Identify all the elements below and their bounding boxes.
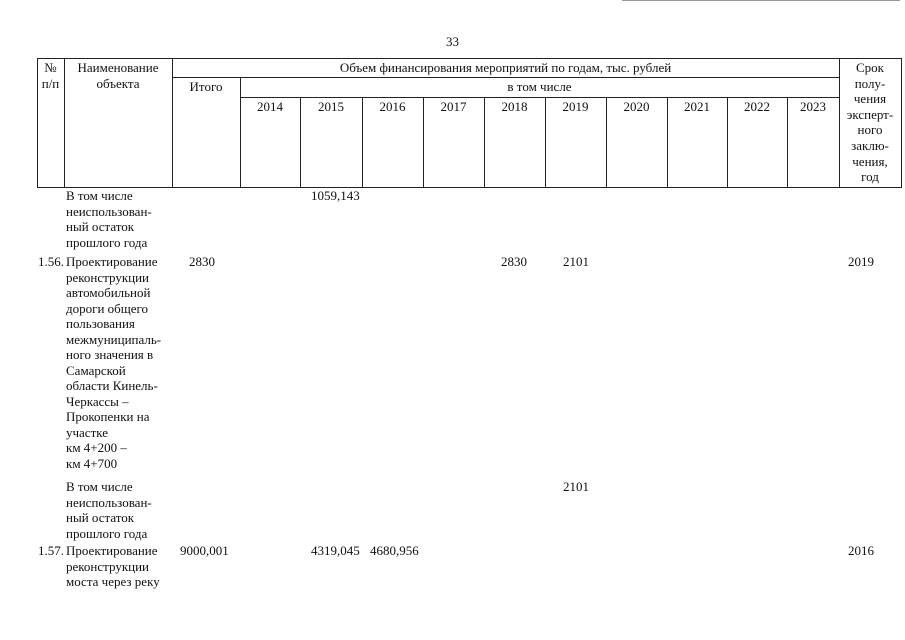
header-year-2015: 2015 [318, 99, 344, 114]
row-name: Проектирование реконструкции автомобильной дороги общего пользования межмуниципаль- ного значения в Самарской области Кинель- Черкассы – Прокопенки на участке км 4+200 – км 4+700 [66, 254, 162, 471]
header-deadline: Срок полу- чения эксперт- ного заклю- чения, год [846, 60, 894, 185]
header-year-2023: 2023 [800, 99, 826, 114]
row-value-2015: 1059,143 [311, 188, 360, 203]
header-year-2020: 2020 [623, 99, 650, 114]
row-name: Проектирование реконструкции моста через реку [66, 543, 160, 589]
header-total: Итого [189, 79, 223, 94]
header-year-2016: 2016 [379, 99, 406, 114]
header-volume: Объем финансирования мероприятий по годам, тыс. рублей [339, 60, 672, 75]
row-number: 1.57. [38, 543, 64, 558]
row-name: В том числе неиспользован- ный остаток прошлого года [66, 479, 152, 541]
header-year-2021: 2021 [684, 99, 710, 114]
row-value-2018: 2830 [501, 254, 527, 269]
header-name: Наименование объекта [77, 60, 159, 91]
header-year-2019: 2019 [562, 99, 589, 114]
row-total: 2830 [189, 254, 215, 269]
header-top-border [37, 58, 901, 59]
row-value-2015: 4319,045 [311, 543, 360, 558]
header-year-2014: 2014 [257, 99, 283, 114]
row-value-2019: 2101 [563, 254, 589, 269]
header-including-divider [240, 97, 839, 98]
header-no: № п/п [41, 60, 60, 91]
header-volume-divider [172, 77, 839, 78]
row-total: 9000,001 [180, 543, 229, 558]
top-rule [622, 0, 900, 1]
row-number: 1.56. [38, 254, 64, 269]
header-year-2018: 2018 [501, 99, 528, 114]
header-including: в том числе [507, 79, 572, 94]
header-year-2022: 2022 [744, 99, 770, 114]
row-deadline: 2019 [848, 254, 874, 269]
row-value-2019: 2101 [563, 479, 589, 494]
row-value-2016: 4680,956 [370, 543, 419, 558]
header-year-2017: 2017 [440, 99, 467, 114]
grid-line [172, 58, 173, 188]
grid-line [901, 58, 902, 188]
row-deadline: 2016 [848, 543, 874, 558]
row-name: В том числе неиспользован- ный остаток прошлого года [66, 188, 152, 250]
page-number: 33 [446, 34, 459, 49]
